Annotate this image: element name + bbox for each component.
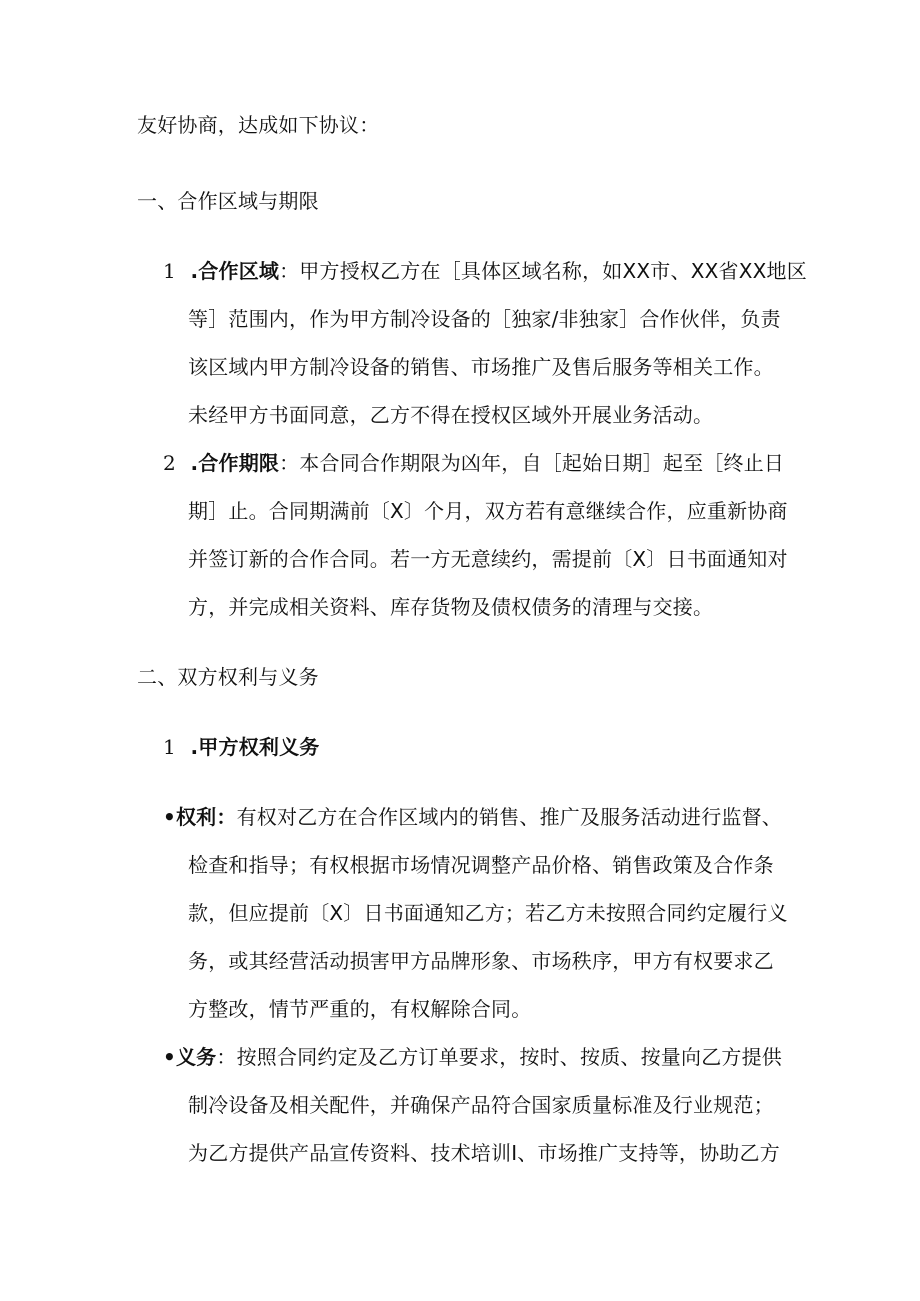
item-2-line-3: 并签订新的合作合同。若一方无意续约，需提前〔X〕日书面通知对 — [188, 547, 788, 571]
item-2-first-line — [163, 449, 784, 477]
item-2-title: .合作期限 — [190, 451, 280, 475]
item-2-line-2: 期］止。合同期满前〔X〕个月，双方若有意继续合作，应重新协商 — [188, 499, 788, 523]
rights-first-line — [163, 803, 782, 831]
section-1-heading: 一、合作区域与期限 — [137, 189, 319, 213]
sub-1-heading — [163, 733, 320, 761]
duties-line-3: 为乙方提供产品宣传资料、技术培训I、市场推广支持等，协助乙方 — [188, 1141, 780, 1165]
rights-line-1: 有权对乙方在合作区域内的销售、推广及服务活动进行监督、 — [236, 805, 782, 829]
duties-line-2: 制冷设备及相关配件，并确保产品符合国家质量标准及行业规范； — [188, 1093, 774, 1117]
rights-line-5: 方整改，情节严重的，有权解除合同。 — [188, 997, 532, 1021]
item-1-line-3: 该区域内甲方制冷设备的销售、市场推广及售后服务等相关工作。 — [188, 355, 774, 379]
sub-1-title: .甲方权利义务 — [190, 735, 320, 759]
item-1-title: .合作区域 — [190, 259, 280, 283]
item-2-line-4: 方，并完成相关资料、库存货物及债权债务的清理与交接。 — [188, 595, 714, 619]
item-2-number: 2 — [163, 451, 176, 475]
duties-line-1: ：按照合同约定及乙方订单要求，按时、按质、按量向乙方提供 — [216, 1045, 782, 1069]
item-1-line-1: ：甲方授权乙方在［具体区域名称，如XX市、XX省XX地区 — [279, 259, 807, 283]
rights-line-3: 款，但应提前〔X〕日书面通知乙方；若乙方未按照合同约定履行义 — [188, 901, 788, 925]
rights-label: •权利： — [163, 805, 237, 829]
rights-line-2: 检查和指导；有权根据市场情况调整产品价格、销售政策及合作条 — [188, 853, 774, 877]
duties-label: •义务 — [163, 1045, 217, 1069]
sub-1-number: 1 — [163, 735, 176, 759]
item-1-number: 1 — [163, 259, 176, 283]
section-2-heading: 二、双方权利与义务 — [137, 665, 319, 689]
item-1-line-2: 等］范围内，作为甲方制冷设备的［独家/非独家］合作伙伴，负责 — [188, 307, 781, 331]
duties-first-line — [163, 1043, 782, 1071]
item-1-first-line — [163, 257, 807, 285]
intro-text: 友好协商，达成如下协议： — [137, 113, 380, 137]
item-1-line-4: 未经甲方书面同意，乙方不得在授权区域外开展业务活动。 — [188, 403, 714, 427]
rights-line-4: 务，或其经营活动损害甲方品牌形象、市场秩序，甲方有权要求乙 — [188, 949, 774, 973]
item-2-line-1: ：本合同合作期限为凶年，自［起始日期］起至［终止日 — [279, 451, 785, 475]
